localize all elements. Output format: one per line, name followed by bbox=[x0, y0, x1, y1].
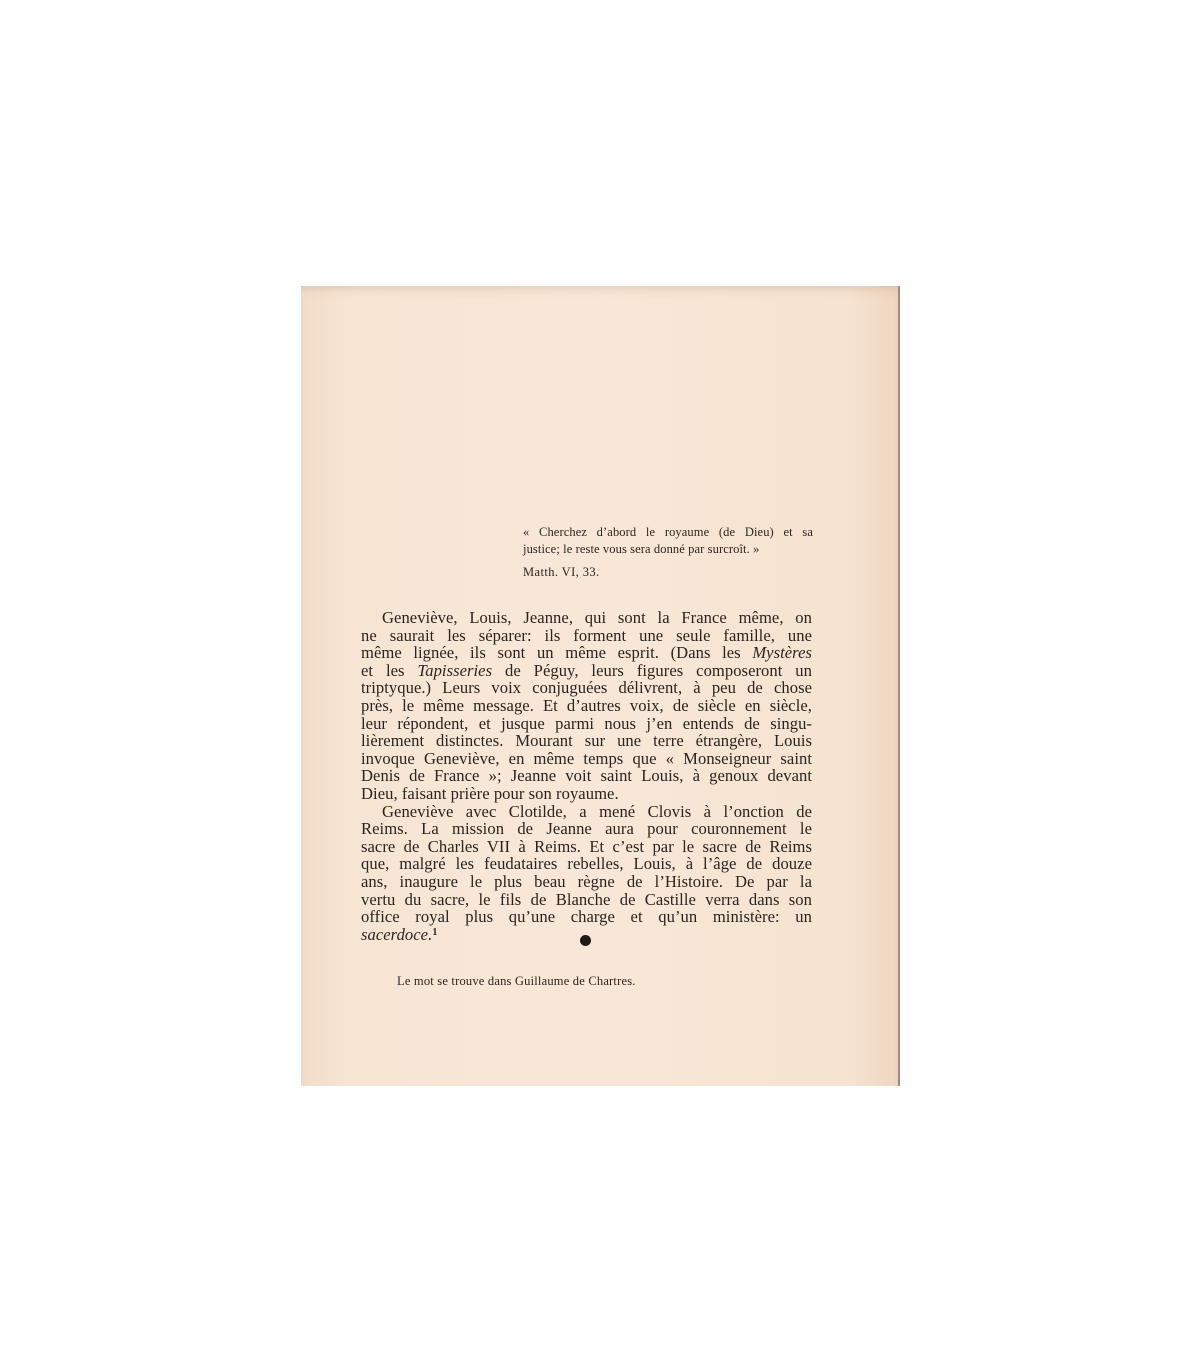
text-line: Geneviève avec Clotilde, a mené Clovis à l’onction de bbox=[382, 801, 812, 821]
text-line bbox=[361, 662, 812, 680]
italic-word: sacerdoce. bbox=[361, 924, 433, 944]
text-line: Denis de France »; Jeanne voit saint Louis, à genoux devant bbox=[361, 766, 812, 786]
text-line: Reims. La mission de Jeanne aura pour couronnement le bbox=[361, 819, 812, 839]
epigraph-reference: Matth. VI, 33. bbox=[523, 565, 600, 579]
text-line: Geneviève, Louis, Jeanne, qui sont la France même, on bbox=[382, 608, 812, 627]
text-line: office royal plus qu’une charge et qu’un ministère: un bbox=[361, 907, 812, 927]
book-page bbox=[301, 286, 900, 1086]
text-line: ans, inaugure le plus beau règne de l’Histoire. De par la bbox=[361, 871, 812, 891]
text-line: que, malgré les feudataires rebelles, Louis, à l’âge de douze bbox=[361, 854, 812, 874]
text-line: invoque Geneviève, en même temps que « Monseigneur saint bbox=[361, 748, 812, 768]
epigraph bbox=[523, 524, 813, 581]
text-line: sacre de Charles VII à Reims. Et c’est par le sacre de Reims bbox=[361, 836, 812, 856]
text-line: triptyque.) Leurs voix conjuguées délivrent, à peu de chose bbox=[361, 678, 812, 698]
text-line: vertu du sacre, le fils de Blanche de Castille verra dans son bbox=[361, 889, 812, 909]
text-fragment: de Péguy, leurs figures composeront un bbox=[492, 660, 813, 680]
paragraph bbox=[361, 609, 812, 803]
text-fragment: même lignée, ils sont un même esprit. (Dans les bbox=[361, 643, 753, 663]
text-line: lièrement distinctes. Mourant sur une terre étrangère, Louis bbox=[361, 731, 812, 751]
italic-title: Tapisseries bbox=[417, 660, 493, 680]
footnote-marker: 1 bbox=[432, 926, 438, 938]
text-fragment: et les bbox=[361, 660, 418, 680]
paragraph bbox=[361, 803, 812, 944]
text-line bbox=[361, 644, 812, 662]
footnote: Le mot se trouve dans Guillaume de Chartres. bbox=[397, 974, 636, 988]
text-line: ne saurait les séparer: ils forment une seule famille, une bbox=[361, 625, 812, 645]
text-line: Dieu, faisant prière pour son royaume. bbox=[361, 783, 619, 803]
epigraph-line: « Cherchez d’abord le royaume (de Dieu) et sa bbox=[523, 525, 813, 539]
epigraph-line: justice; le reste vous sera donné par surcroît. » bbox=[523, 542, 760, 556]
italic-title: Mystères bbox=[752, 643, 812, 663]
text-line: près, le même message. Et d’autres voix, de siècle en siècle, bbox=[361, 695, 812, 715]
section-dot-ornament bbox=[580, 935, 591, 946]
body-text bbox=[361, 609, 812, 943]
text-line: leur répondent, et jusque parmi nous j’en entends de singu- bbox=[361, 713, 812, 733]
